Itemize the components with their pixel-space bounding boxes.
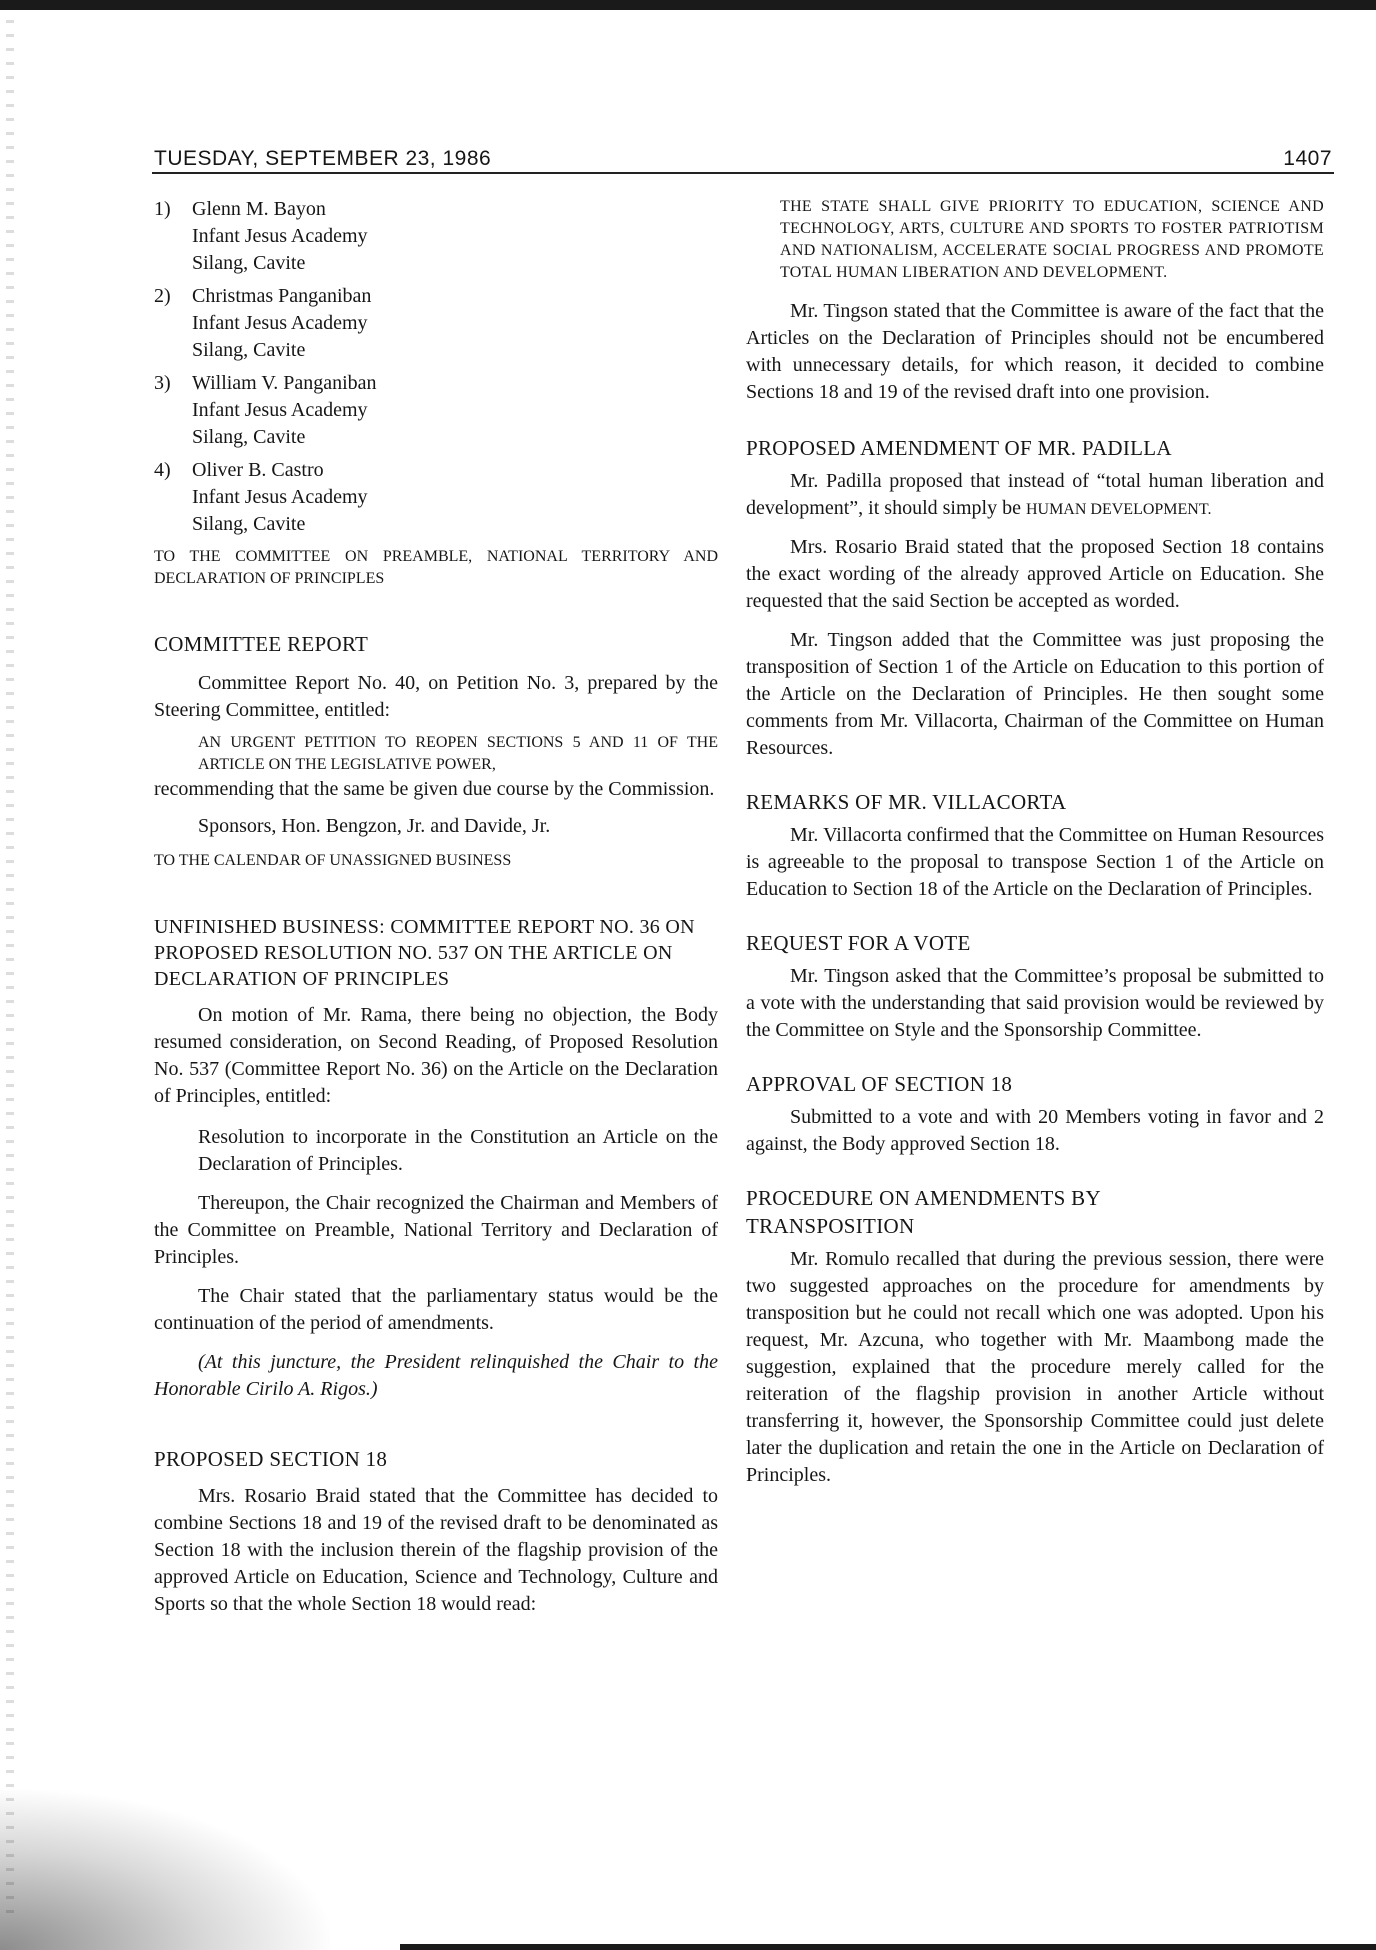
braid-combine-paragraph: Mrs. Rosario Braid stated that the Committee has decided to combine Sections 18 and 19 of the revised draft to be denominated as Section 18 with the inclusion therein of the flagship provision of the approved Article on Education, Science and Technology, Culture and Sports so that the whole Section 18 would read: — [154, 1485, 718, 1615]
referral-preamble-committee: TO THE COMMITTEE ON PREAMBLE, NATIONAL TERRITORY AND DECLARATION OF PRINCIPLES — [154, 548, 718, 587]
petitioner-number: 4) — [154, 459, 171, 481]
bottom-border — [400, 1944, 1376, 1950]
petitioner-item — [154, 196, 718, 277]
top-border — [0, 0, 1376, 10]
recommending-text: recommending that the same be given due course by the Commission. — [154, 778, 715, 800]
padilla-proposal-caps: HUMAN DEVELOPMENT. — [1025, 501, 1212, 518]
sponsors-line: Sponsors, Hon. Bengzon, Jr. and Davide, Jr. — [198, 815, 551, 837]
juncture-paragraph: (At this juncture, the President relinquished the Chair to the Honorable Cirilo A. Rigos.) — [154, 1351, 718, 1400]
petitioner-place: Silang, Cavite — [192, 513, 306, 535]
page-number: 1407 — [1283, 147, 1332, 170]
chair-status-paragraph: The Chair stated that the parliamentary status would be the continuation of the period of amendments. — [154, 1285, 718, 1334]
tingson-transposition-paragraph: Mr. Tingson added that the Committee was just proposing the transposition of Section 1 of the Article on Education to this portion of the Article on the Declaration of Principles. He then sought some comments from Mr. Villacorta, Chairman of the Committee on Human Resources. — [746, 629, 1324, 759]
petitioner-school: Infant Jesus Academy — [192, 312, 368, 334]
approval-paragraph: Submitted to a vote and with 20 Members voting in favor and 2 against, the Body approved Section 18. — [746, 1106, 1324, 1155]
scan-corner-stain — [0, 1790, 330, 1950]
scan-edge-noise — [6, 20, 14, 1920]
petitioner-item — [154, 283, 718, 364]
referral-calendar: TO THE CALENDAR OF UNASSIGNED BUSINESS — [154, 852, 512, 869]
resolution-title: Resolution to incorporate in the Constitution an Article on the Declaration of Principles. — [198, 1126, 718, 1175]
petitioner-name: William V. Panganiban — [192, 372, 377, 394]
petitioner-place: Silang, Cavite — [192, 426, 306, 448]
procedure-amendments-heading: PROCEDURE ON AMENDMENTS BY TRANSPOSITION — [746, 1186, 1101, 1238]
quoted-section-18: THE STATE SHALL GIVE PRIORITY TO EDUCATION, SCIENCE AND TECHNOLOGY, ARTS, CULTURE AND SPORTS TO FOSTER PATRIOTISM AND NATIONALISM, ACCELERATE SOCIAL PROGRESS AND PROMOTE TOTAL HUMAN LIBERATION AND DEVELOPMENT. — [780, 198, 1324, 281]
petitioner-school: Infant Jesus Academy — [192, 225, 368, 247]
committee-report-heading: COMMITTEE REPORT — [154, 632, 369, 656]
petitioner-name: Glenn M. Bayon — [192, 198, 326, 220]
petitioner-place: Silang, Cavite — [192, 252, 306, 274]
petitioner-number: 1) — [154, 198, 171, 220]
tingson-aware-paragraph: Mr. Tingson stated that the Committee is aware of the fact that the Articles on the Declaration of Principles should not be encumbered with unnecessary details, for which reason, it decided to combine Sections 18 and 19 of the revised draft into one provision. — [746, 300, 1324, 403]
petitioner-item — [154, 370, 718, 451]
approval-section-18-heading: APPROVAL OF SECTION 18 — [746, 1072, 1013, 1096]
petitioner-school: Infant Jesus Academy — [192, 399, 368, 421]
petitioner-number: 2) — [154, 285, 171, 307]
villacorta-remarks-heading: REMARKS OF MR. VILLACORTA — [746, 790, 1067, 814]
committee-report-intro: Committee Report No. 40, on Petition No. 3, prepared by the Steering Committee, entitled: — [154, 672, 718, 721]
header-rule — [152, 172, 1334, 174]
proposed-section-18-heading: PROPOSED SECTION 18 — [154, 1447, 388, 1471]
petitioner-name: Christmas Panganiban — [192, 285, 372, 307]
thereupon-paragraph: Thereupon, the Chair recognized the Chairman and Members of the Committee on Preamble, National Territory and Declaration of Principles. — [154, 1192, 718, 1268]
petitioner-item — [154, 457, 718, 538]
petitioner-school: Infant Jesus Academy — [192, 486, 368, 508]
padilla-proposal-paragraph — [746, 468, 1324, 522]
header-date: TUESDAY, SEPTEMBER 23, 1986 — [154, 147, 492, 170]
motion-paragraph: On motion of Mr. Rama, there being no objection, the Body resumed consideration, on Second Reading, of Proposed Resolution No. 537 (Committee Report No. 36) on the Article on the Declaration of Principles, entitled: — [154, 1004, 718, 1107]
right-column — [746, 196, 1324, 1489]
padilla-proposal-text: Mr. Padilla proposed that instead of “total human liberation and development”, it should simply be — [746, 470, 1324, 519]
braid-exact-wording-paragraph: Mrs. Rosario Braid stated that the proposed Section 18 contains the exact wording of the already approved Article on Education. She requested that the said Section be accepted as worded. — [746, 536, 1324, 612]
unfinished-business-heading: UNFINISHED BUSINESS: COMMITTEE REPORT NO. 36 ON PROPOSED RESOLUTION NO. 537 ON THE ARTICLE ON DECLARATION OF PRINCIPLES — [154, 916, 695, 990]
villacorta-paragraph: Mr. Villacorta confirmed that the Committee on Human Resources is agreeable to the proposal to transpose Section 1 of the Article on Education to Section 18 of the Article on the Declaration of Principles. — [746, 824, 1324, 900]
left-column — [154, 196, 718, 1618]
romulo-paragraph: Mr. Romulo recalled that during the previous session, there were two suggested approaches on the procedure for amendments by transposition but he could not recall which one was adopted. Upon his request, Mr. Azcuna, who together with Mr. Maambong made the suggestion, explained that the procedure merely called for the reiteration of the flagship provision in another Article without transferring it, however, the Sponsorship Committee could just delete later the duplication and retain the one in the Article on Declaration of Principles. — [746, 1248, 1324, 1486]
petitioner-place: Silang, Cavite — [192, 339, 306, 361]
petition-title: AN URGENT PETITION TO REOPEN SECTIONS 5 AND 11 OF THE ARTICLE ON THE LEGISLATIVE POWER, — [198, 734, 718, 773]
padilla-amendment-heading: PROPOSED AMENDMENT OF MR. PADILLA — [746, 436, 1172, 460]
request-vote-heading: REQUEST FOR A VOTE — [746, 931, 971, 955]
vote-request-paragraph: Mr. Tingson asked that the Committee’s proposal be submitted to a vote with the understanding that said provision would be reviewed by the Committee on Style and the Sponsorship Committee. — [746, 965, 1324, 1041]
petitioner-name: Oliver B. Castro — [192, 459, 324, 481]
petitioner-number: 3) — [154, 372, 171, 394]
